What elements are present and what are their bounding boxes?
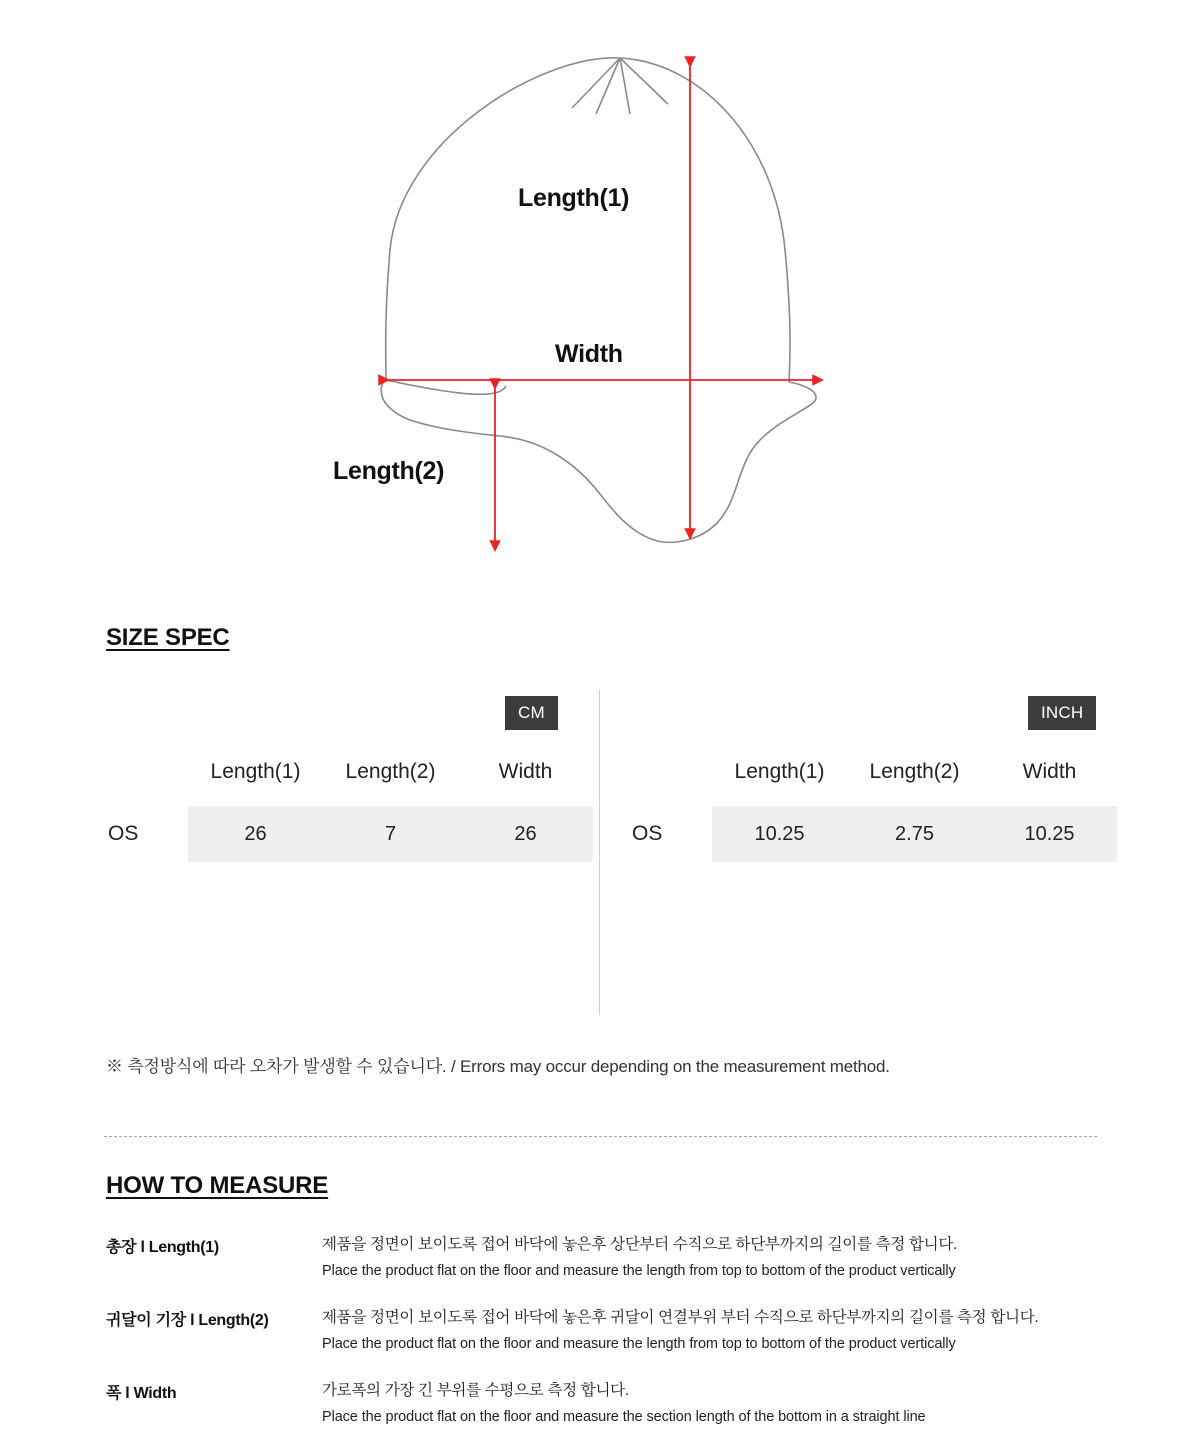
row-header-size: OS [108, 822, 139, 845]
list-item [106, 1232, 1106, 1279]
cell-length2: 7 [323, 806, 458, 862]
column-header: Length(1) [210, 760, 301, 783]
measure-term: 귀달이 기장 l Length(2) [106, 1312, 269, 1329]
size-table-inch [628, 752, 1117, 862]
size-spec-section [0, 690, 1201, 1020]
hat-outline [381, 58, 816, 542]
measure-description [322, 1305, 1106, 1352]
cell-length1: 10.25 [712, 806, 847, 862]
column-header: Length(2) [869, 760, 960, 783]
measure-description-kr: 가로폭의 가장 긴 부위를 수평으로 측정 합니다. [322, 1382, 629, 1399]
beanie-illustration [0, 0, 1201, 600]
measure-description-en: Place the product flat on the floor and measure the length from top to bottom of the product vertically [322, 1263, 956, 1279]
measure-description-kr: 제품을 정면이 보이도록 접어 바닥에 놓은후 귀달이 연결부위 부터 수직으로 하단부까지의 길이를 측정 합니다. [322, 1309, 1039, 1326]
table-header-row [628, 752, 1117, 806]
size-table-cm [104, 752, 593, 862]
measure-description-kr: 제품을 정면이 보이도록 접어 바닥에 놓은후 상단부터 수직으로 하단부까지의 길이를 측정 합니다. [322, 1236, 958, 1253]
column-header: Length(2) [345, 760, 436, 783]
measure-description [322, 1232, 1106, 1279]
column-header: Length(1) [734, 760, 825, 783]
table-header-row [104, 752, 593, 806]
unit-badge-cm: CM [505, 696, 558, 730]
measure-description-en: Place the product flat on the floor and measure the length from top to bottom of the product vertically [322, 1336, 956, 1352]
measure-term: 총장 l Length(1) [106, 1239, 219, 1256]
measure-description [322, 1378, 1106, 1425]
list-item [106, 1378, 1106, 1425]
cell-width: 10.25 [982, 806, 1117, 862]
diagram-label-width: Width [555, 340, 623, 368]
unit-badge-inch: INCH [1028, 696, 1096, 730]
cell-width: 26 [458, 806, 593, 862]
table-row [104, 806, 593, 862]
measure-term: 폭 l Width [106, 1385, 177, 1402]
table-corner-cell [104, 752, 188, 806]
table-row [628, 806, 1117, 862]
row-header-size: OS [632, 822, 663, 845]
diagram-label-length2: Length(2) [333, 457, 445, 485]
diagram-label-length1: Length(1) [518, 184, 630, 212]
measure-description-en: Place the product flat on the floor and measure the section length of the bottom in a straight line [322, 1409, 926, 1425]
how-to-measure-heading: HOW TO MEASURE [106, 1172, 329, 1199]
measurement-note: ※ 측정방식에 따라 오차가 발생할 수 있습니다. / Errors may occur depending on the measurement method. [106, 1057, 890, 1076]
column-header: Width [498, 760, 553, 783]
list-item [106, 1305, 1106, 1352]
section-divider [104, 1136, 1097, 1137]
how-to-measure-list [106, 1232, 1106, 1451]
column-header: Width [1022, 760, 1077, 783]
table-corner-cell [628, 752, 712, 806]
size-spec-heading: SIZE SPEC [106, 624, 230, 651]
spec-vertical-divider [599, 690, 600, 1015]
cell-length1: 26 [188, 806, 323, 862]
cell-length2: 2.75 [847, 806, 982, 862]
measurement-diagram [0, 0, 1201, 600]
